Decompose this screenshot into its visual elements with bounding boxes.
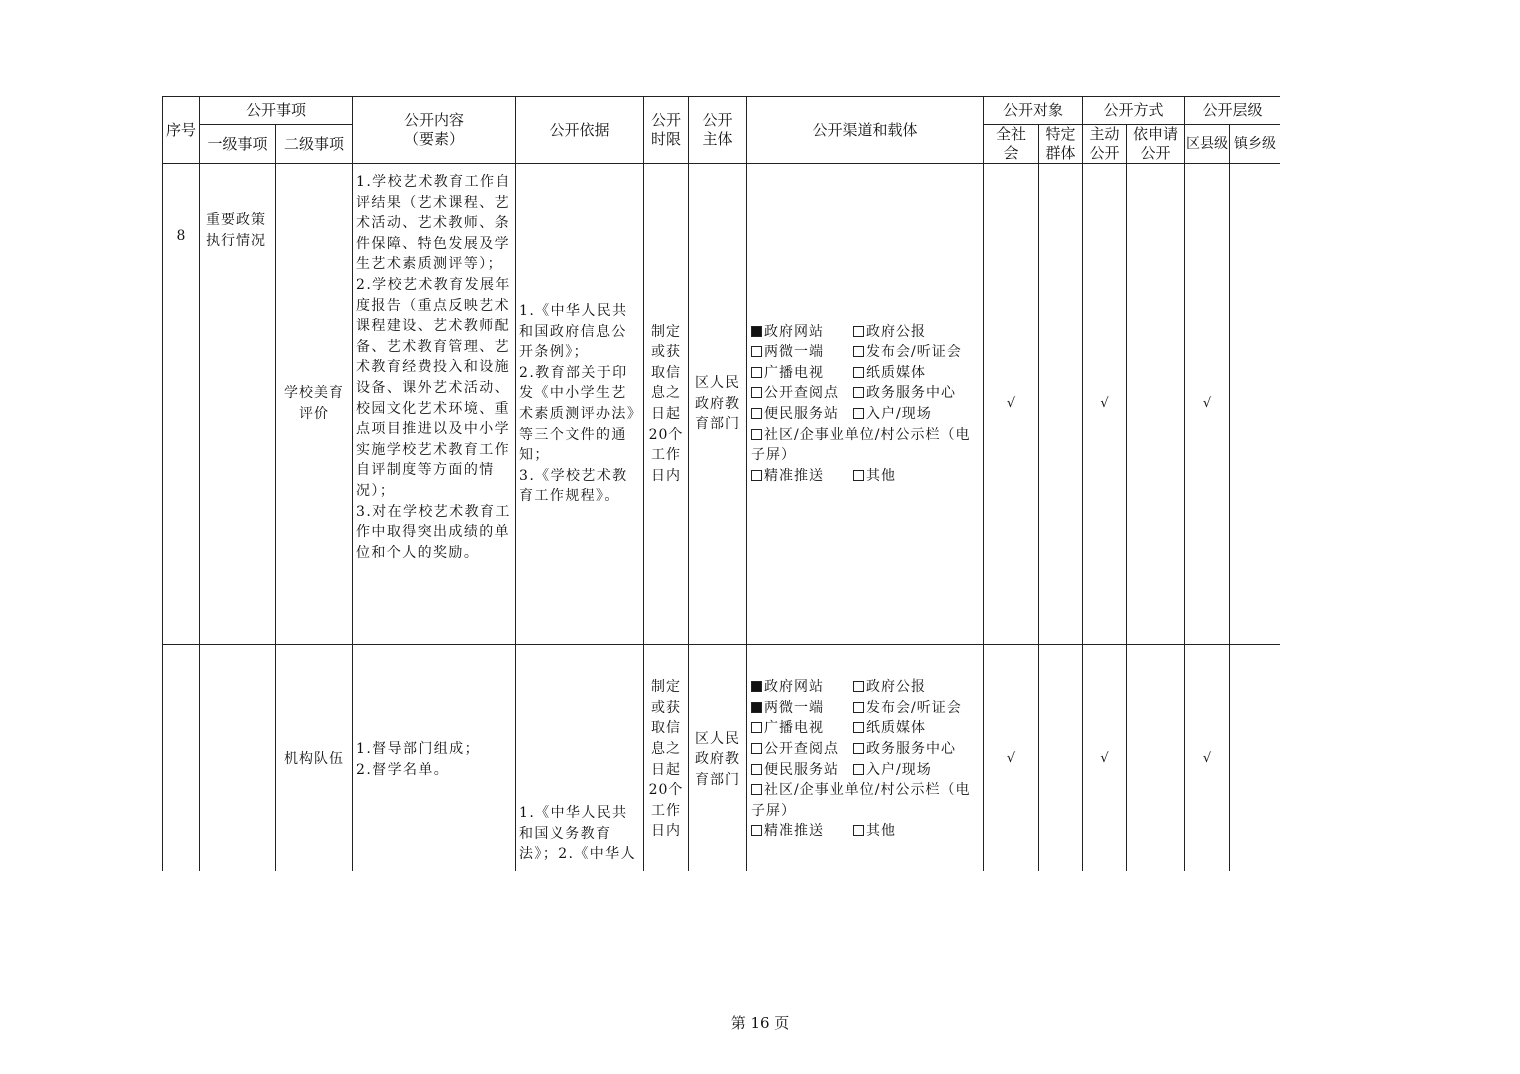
content-text: 1.学校艺术教育工作自评结果（艺术课程、艺术活动、艺术教师、条件保障、特色发展及学生艺术素质测评等）； 2.学校艺术教育发展年度报告（重点反映艺术课程建设、艺术教师配备、艺术教育管理、艺术教育经费投入和设施设备、课外艺术活动、校园文化艺术环境、重点项目推进以及中小学实施学校艺术教育工作自评制度等方面的情况）； 3.对在学校艺术教育工作中取得突出成绩的单位和个人的奖励。 — [356, 174, 511, 561]
channel-item — [751, 739, 853, 760]
disclosure-table-page — [162, 96, 1280, 871]
channel-item — [751, 383, 853, 404]
row-basis: 1.《中华人民共和国义务教育法》；2.《中华人 — [516, 645, 644, 872]
checkbox-icon — [751, 387, 762, 398]
header-level-district: 区县级 — [1185, 125, 1230, 164]
header-level1: 一级事项 — [200, 125, 276, 164]
page-number: 第 16 页 — [730, 1014, 790, 1032]
channel-item — [751, 760, 853, 781]
channel-item — [853, 739, 956, 760]
basis-text: 1.《中华人民共和国政府信息公开条例》； 2.教育部关于印发《中小学生艺术素质测评办法》等三个文件的通知； 3.《学校艺术教育工作规程》。 — [519, 303, 636, 505]
row-time-limit: 制定或获取信息之日起20个工作日内 — [644, 164, 689, 645]
checkbox-icon — [853, 408, 864, 419]
header-seq: 序号 — [163, 97, 200, 164]
row-level-district: √ — [1185, 645, 1230, 872]
channel-item — [751, 322, 853, 343]
channel-label: 精准推送 — [764, 467, 825, 484]
channel-item — [853, 342, 962, 363]
channel-item — [751, 780, 975, 821]
channel-label: 政府公报 — [866, 679, 927, 696]
row-method-active: √ — [1083, 645, 1127, 872]
channel-label: 纸质媒体 — [866, 720, 927, 737]
channel-label: 广播电视 — [764, 364, 825, 381]
channel-item — [751, 718, 853, 739]
row-target-all: √ — [984, 164, 1039, 645]
checkbox-icon — [853, 387, 864, 398]
checkbox-icon — [853, 367, 864, 378]
channel-item — [751, 425, 975, 466]
channel-item — [751, 677, 853, 698]
channel-item — [853, 383, 956, 404]
header-target: 公开对象 — [984, 97, 1083, 125]
channel-label: 政府公报 — [866, 323, 927, 340]
header-target-specific: 特定群体 — [1039, 125, 1083, 164]
row-target-all: √ — [984, 645, 1039, 872]
channel-label: 政府网站 — [764, 679, 825, 696]
row-method-active: √ — [1083, 164, 1127, 645]
checkbox-icon — [853, 326, 864, 337]
checkbox-icon — [853, 722, 864, 733]
channel-item — [751, 821, 853, 842]
checkbox-icon — [853, 743, 864, 754]
channel-label: 两微一端 — [764, 699, 825, 716]
header-matters: 公开事项 — [200, 97, 353, 125]
channel-label: 社区/企事业单位/村公示栏（电子屏） — [751, 426, 971, 464]
row-level-district: √ — [1185, 164, 1230, 645]
header-level-town: 镇乡级 — [1230, 125, 1280, 164]
channel-label: 入户/现场 — [866, 406, 932, 422]
row-level1: 重要政策执行情况 — [200, 164, 276, 645]
checkbox-icon — [853, 702, 864, 713]
row-channels — [747, 645, 984, 872]
channel-item — [853, 698, 962, 719]
checkbox-icon — [751, 429, 762, 440]
checkbox-icon — [853, 764, 864, 775]
channel-item — [751, 404, 853, 425]
row-time-limit: 制定或获取信息之日起20个工作日内 — [644, 645, 689, 872]
channel-label: 其他 — [866, 823, 897, 840]
channel-item — [853, 363, 926, 384]
channel-item — [853, 718, 926, 739]
row-level-town — [1230, 645, 1280, 872]
checkbox-icon — [751, 722, 762, 733]
checked-box-icon — [751, 681, 762, 692]
channel-label: 政务服务中心 — [866, 385, 957, 402]
channel-label: 发布会/听证会 — [866, 699, 962, 716]
header-level2: 二级事项 — [276, 125, 353, 164]
checked-box-icon — [751, 326, 762, 337]
channel-label: 社区/企事业单位/村公示栏（电子屏） — [751, 782, 971, 819]
checkbox-icon — [751, 408, 762, 419]
row-seq — [163, 645, 200, 872]
table-row — [163, 645, 1281, 872]
channel-label: 公开查阅点 — [764, 740, 840, 757]
channel-label: 其他 — [866, 467, 897, 484]
row-level2: 学校美育评价 — [276, 164, 353, 645]
row-level-town — [1230, 164, 1280, 645]
table-row — [163, 164, 1281, 645]
channel-label: 两微一端 — [764, 344, 825, 361]
disclosure-table — [162, 96, 1280, 871]
channel-item — [853, 404, 932, 425]
channel-label: 便民服务站 — [764, 406, 840, 422]
channel-item — [751, 698, 853, 719]
content-text: 1.督导部门组成； 2.督学名单。 — [356, 740, 480, 778]
channel-label: 政务服务中心 — [866, 740, 957, 757]
channel-label: 发布会/听证会 — [866, 344, 962, 361]
row-target-specific — [1039, 164, 1083, 645]
channel-item — [853, 466, 896, 487]
header-level: 公开层级 — [1185, 97, 1280, 125]
header-channel: 公开渠道和载体 — [747, 97, 984, 164]
row-content — [353, 645, 516, 872]
row-seq: 8 — [163, 164, 200, 645]
channel-item — [853, 821, 896, 842]
channel-label: 广播电视 — [764, 720, 825, 737]
channel-label: 便民服务站 — [764, 761, 840, 778]
header-basis: 公开依据 — [516, 97, 644, 164]
checkbox-icon — [751, 784, 762, 795]
header-method-active: 主动公开 — [1083, 125, 1127, 164]
channel-item — [853, 677, 926, 698]
header-method: 公开方式 — [1083, 97, 1185, 125]
row-method-apply — [1127, 164, 1185, 645]
channel-item — [853, 322, 926, 343]
row-subject: 区人民政府教育部门 — [689, 164, 747, 645]
checkbox-icon — [853, 470, 864, 481]
channel-label: 入户/现场 — [866, 761, 932, 778]
checkbox-icon — [853, 681, 864, 692]
header-target-all: 全社会 — [984, 125, 1039, 164]
channel-item — [853, 760, 932, 781]
row-level2: 机构队伍 — [276, 645, 353, 872]
channel-item — [751, 342, 853, 363]
row-basis — [516, 164, 644, 645]
header-method-apply: 依申请公开 — [1127, 125, 1185, 164]
checkbox-icon — [751, 825, 762, 836]
header-time-limit: 公开时限 — [644, 97, 689, 164]
row-subject: 区人民政府教育部门 — [689, 645, 747, 872]
channel-item — [751, 363, 853, 384]
channel-label: 纸质媒体 — [866, 364, 927, 381]
checkbox-icon — [751, 764, 762, 775]
channel-label: 精准推送 — [764, 823, 825, 840]
channel-item — [751, 466, 853, 487]
channel-label: 政府网站 — [764, 323, 825, 340]
row-channels — [747, 164, 984, 645]
checkbox-icon — [853, 346, 864, 357]
checkbox-icon — [751, 346, 762, 357]
header-subject: 公开主体 — [689, 97, 747, 164]
checkbox-icon — [751, 470, 762, 481]
checkbox-icon — [751, 743, 762, 754]
checked-box-icon — [751, 702, 762, 713]
header-content: 公开内容（要素） — [353, 97, 516, 164]
channel-label: 公开查阅点 — [764, 385, 840, 402]
row-level1 — [200, 645, 276, 872]
checkbox-icon — [853, 825, 864, 836]
row-target-specific — [1039, 645, 1083, 872]
row-content — [353, 164, 516, 645]
row-method-apply — [1127, 645, 1185, 872]
checkbox-icon — [751, 367, 762, 378]
